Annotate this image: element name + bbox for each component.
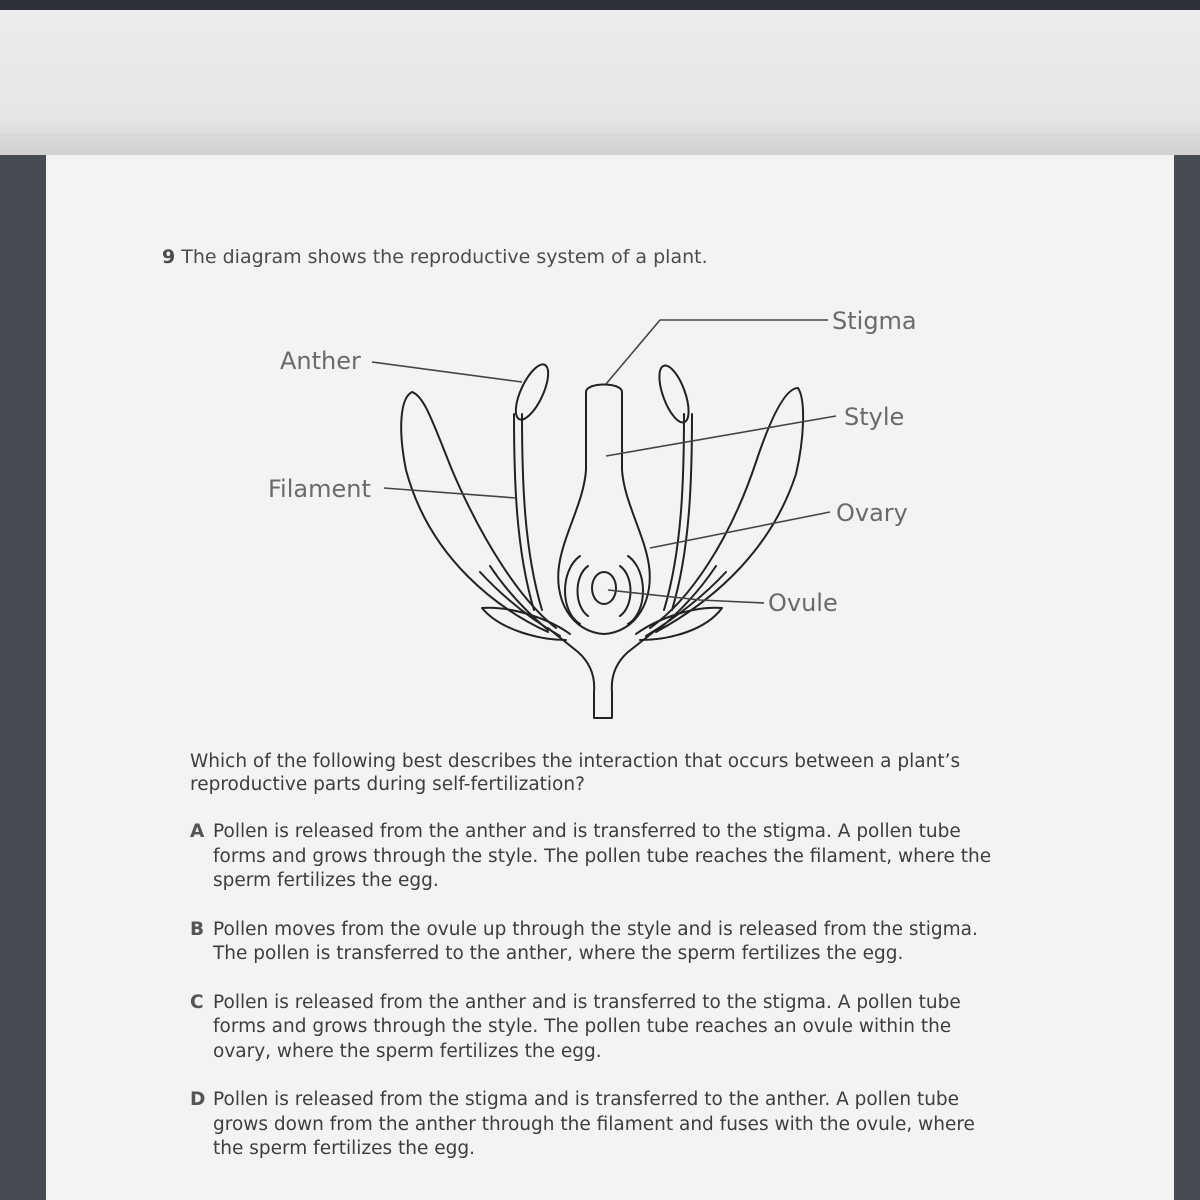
right-margin bbox=[1174, 155, 1200, 1200]
option-letter: D bbox=[190, 1089, 206, 1110]
header-divider bbox=[0, 134, 1200, 136]
option-line: Pollen is released from the anther and is transferred to the stigma. A pollen tube bbox=[213, 821, 961, 842]
left-margin bbox=[0, 155, 46, 1200]
question-header bbox=[162, 246, 708, 268]
option-line: Pollen moves from the ovule up through the style and is released from the stigma. bbox=[213, 918, 978, 940]
left-filament bbox=[514, 414, 542, 610]
option-c[interactable] bbox=[190, 991, 1090, 1065]
answer-options bbox=[190, 820, 1090, 1186]
pistil bbox=[558, 385, 650, 635]
option-line: Pollen is released from the anther and is transferred to the stigma. A pollen tube bbox=[213, 991, 961, 1013]
option-line: ovary, where the sperm fertilizes the egg. bbox=[213, 1040, 602, 1062]
option-b[interactable] bbox=[190, 918, 1090, 967]
option-line: Pollen is released from the stigma and is transferred to the anther. A pollen tube bbox=[213, 1089, 960, 1110]
prompt-line: reproductive parts during self-fertilization? bbox=[190, 774, 585, 795]
option-letter: B bbox=[190, 918, 205, 940]
option-letter: A bbox=[190, 821, 205, 842]
filament-leader bbox=[384, 488, 516, 498]
label-anther: Anther bbox=[280, 347, 361, 375]
option-line: forms and grows through the style. The pollen tube reaches an ovule within the bbox=[213, 1016, 952, 1037]
left-anther bbox=[509, 360, 554, 424]
right-anther bbox=[653, 362, 694, 426]
stalk bbox=[548, 628, 656, 718]
prompt-line: Which of the following best describes the interaction that occurs between a plant’s bbox=[190, 751, 961, 772]
option-d[interactable] bbox=[190, 1088, 1090, 1162]
label-filament: Filament bbox=[268, 475, 371, 503]
label-stigma: Stigma bbox=[832, 307, 917, 335]
flower-diagram-svg bbox=[260, 296, 960, 736]
question-intro: The diagram shows the reproductive system of a plant. bbox=[181, 246, 708, 268]
header-band bbox=[0, 10, 1200, 155]
top-bar bbox=[0, 0, 1200, 10]
inner-petal-left bbox=[480, 566, 560, 636]
ovule bbox=[592, 572, 616, 604]
label-ovule: Ovule bbox=[768, 589, 838, 617]
stigma-leader bbox=[606, 320, 828, 384]
option-a[interactable] bbox=[190, 820, 1090, 894]
flower-diagram bbox=[260, 296, 960, 736]
option-line: The pollen is transferred to the anther, where the sperm fertilizes the egg. bbox=[213, 943, 904, 964]
question-prompt bbox=[190, 750, 1090, 796]
option-line: forms and grows through the style. The pollen tube reaches the filament, where the bbox=[213, 845, 992, 867]
option-line: grows down from the anther through the filament and fuses with the ovule, where bbox=[213, 1113, 975, 1135]
label-style: Style bbox=[844, 403, 905, 431]
ovary-leader bbox=[650, 512, 830, 548]
anther-leader bbox=[372, 362, 522, 382]
option-letter: C bbox=[190, 991, 204, 1013]
question-number: 9 bbox=[162, 246, 176, 268]
ovule-leader bbox=[608, 590, 764, 603]
option-line: sperm fertilizes the egg. bbox=[213, 870, 439, 891]
label-ovary: Ovary bbox=[836, 499, 908, 527]
ovule-coats bbox=[565, 556, 643, 624]
left-outer-petal bbox=[401, 392, 556, 632]
option-line: the sperm fertilizes the egg. bbox=[213, 1138, 475, 1159]
